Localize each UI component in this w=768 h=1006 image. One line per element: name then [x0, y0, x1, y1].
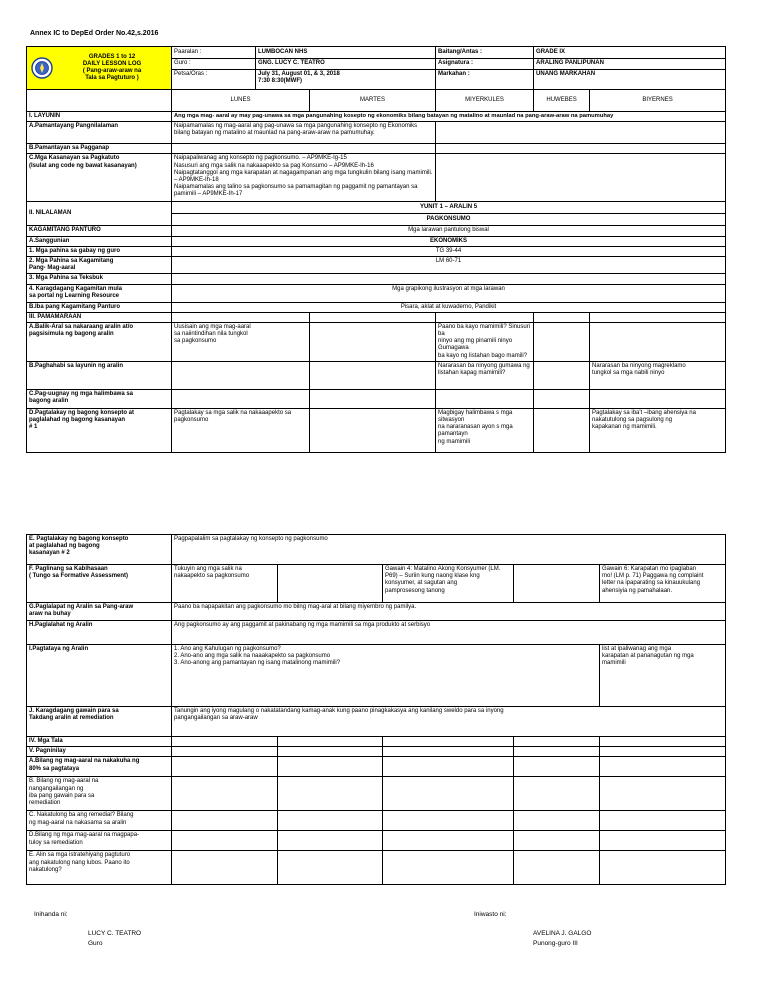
reflection-a-huwebes	[514, 757, 600, 777]
paaralan-label: Paaralan :	[172, 47, 256, 59]
reflection-e-label: E. Alin sa mga istratehiyang pagtuturo ang nakatulong nang lubos. Paano ito nakatulong?	[27, 851, 172, 885]
pagtalakay-1-huwebes	[534, 408, 590, 452]
asignatura-label: Asignatura :	[436, 59, 534, 70]
pagninilay-martes	[278, 747, 383, 757]
balik-aral-martes	[310, 322, 436, 361]
asignatura-value: ARALING PANLIPUNAN	[534, 59, 726, 70]
reflection-c-biyernes	[600, 811, 726, 831]
paglinang-miyerkules: Gawain 4: Matalino Akong Konsyumer (LM. P69) – Suriin kung naong klase kng konsyumer, at sagutan ang pamprosesong tanong	[383, 565, 514, 603]
paaralan-value: LUMBOCAN NHS	[256, 47, 436, 59]
day-header-biyernes: BIYERNES	[590, 90, 726, 112]
iniwasto-name: AVELINA J. GALGO	[533, 930, 592, 937]
paglalapat-label: G.Paglalapat ng Aralin sa Pang-araw araw na buhay	[27, 603, 172, 621]
pagtalakay-1-martes	[310, 408, 436, 452]
kagamitang-mag-aaral-text: LM 60-71	[172, 256, 726, 273]
guro-label: Guro :	[172, 59, 256, 70]
pagninilay-huwebes	[514, 747, 600, 757]
kagamitang-panturo-text: Mga larawan pantulong biswal	[172, 226, 726, 236]
iniwasto-label: Iniwasto ni:	[474, 911, 507, 918]
reflection-d-miyerkules	[383, 831, 514, 851]
pag-uugnay-huwebes	[534, 389, 590, 408]
teksbuk-text	[172, 274, 726, 284]
reflection-b-lunes	[172, 777, 278, 811]
kasanayan-text: Naipapaliwanag ang konsepto ng pagkonsumo. – AP9MKE-Ig-15 Nasusuri ang mga salik na nakaaapekto sa pag Konsumo – AP9MKE-Ih-16 Naipagtatanggol ang mga karapatan at nagagampanan ang mga tungkulin bilang isang mamimili. – AP9MKE-Ih-18 Naipamamalas ang talino sa pagkonsumo sa pamamagitan ng paggamit ng pamantayan sa pamimili – AP9MKE-Ih-17	[172, 154, 436, 202]
paghahabi-martes	[310, 361, 436, 389]
paglalapat-text: Paano ba napapakitan ang pagkonsumo mo bilng mag-aral at bilang miyembro ng pamilya.	[172, 603, 726, 621]
annex-title: Annex IC to DepEd Order No.42,s.2016	[30, 30, 159, 37]
pamantayang-pangnilalaman-label: A.Pamantayang Pangnilalaman	[27, 122, 172, 144]
reflection-b-martes	[278, 777, 383, 811]
gabay-guro-label: 1. Mga pahina sa gabay ng guro	[27, 246, 172, 256]
pagninilay-biyernes	[600, 747, 726, 757]
learning-resource-label: 4. Karagdagang Kagamitan mula sa portal ng Learning Resource	[27, 284, 172, 302]
balik-aral-miyerkules: Paano ba kayo mamimili? Sinusuri ba ninyo ang mg pinamili ninyo Gumagawa ba kayo ng listahan bago mamili?	[436, 322, 534, 361]
sanggunian-text: EKONOMIKS	[172, 236, 726, 246]
reflection-d-label: D.Bilang ng mga mag-aaral na magpapa- tuloy sa remediation	[27, 831, 172, 851]
pagtalakay-1-label: D.Pagtalakay ng bagong konsepto at paglalahad ng bagong kasanayan # 1	[27, 408, 172, 452]
pamamaraan-huwebes	[534, 312, 590, 322]
reflection-b-label: B. Bilang ng mag-aaral na nangangailangan ng iba pang gawain para sa remediation	[27, 777, 172, 811]
mga-tala-huwebes	[514, 737, 600, 747]
paglinang-huwebes	[514, 565, 600, 603]
reflection-e-miyerkules	[383, 851, 514, 885]
paghahabi-biyernes: Nararasan ba ninyong magreklamo tungkol sa mga nabili ninyo	[590, 361, 726, 389]
layunin-text: Ang mga mag- aaral ay may pag-unawa sa mga pangunahing kosepto ng ekonomiks bilang batayan ng matalino at maunlad na pang-araw-araw na pamumuhay	[172, 112, 726, 122]
reflection-a-lunes	[172, 757, 278, 777]
pamantayang-pangnilalaman-text: Naipamamalas ng mag-aaral ang pag-unawa sa mga pangunahing konsepto ng Ekonomiks bilang batayan ng matalino at maunlad na pang-araw-araw na pamumuhay.	[172, 122, 436, 144]
balik-aral-huwebes	[534, 322, 590, 361]
kasanayan-label: C.Mga Kasanayan sa Pagkatuto (Isulat ang code ng bawat kasanayan)	[27, 154, 172, 202]
mga-tala-miyerkules	[383, 737, 514, 747]
pagtalakay-2-text: Pagpapalalim sa pagtalakay ng konsepto ng pagkonsumo	[172, 535, 726, 565]
day-header-martes: MARTES	[310, 90, 436, 112]
pagtataya-label: I.Pagtataya ng Aralin	[27, 645, 172, 707]
lesson-log-table-1	[26, 46, 726, 453]
mga-tala-lunes	[172, 737, 278, 747]
reflection-b-miyerkules	[383, 777, 514, 811]
pamantayan-pagganap-label: B.Pamantayan sa Pagganap	[27, 144, 172, 154]
pagkonsumo-text: PAGKONSUMO	[172, 214, 726, 226]
day-header-miyerkules: MIYERKULES	[436, 90, 534, 112]
inihanda-label: Inihanda ni:	[34, 911, 68, 918]
reflection-d-huwebes	[514, 831, 600, 851]
iba-pang-kagamitan-label: B.Iba pang Kagamitang Panturo	[27, 302, 172, 312]
reflection-e-martes	[278, 851, 383, 885]
yunit-text: YUNIT 1 – ARALIN 5	[172, 202, 726, 214]
paglinang-biyernes: Gawain 6: Karapatan mo ipaglaban mo! (LM p. 71) Paggawa ng complaint letter na ipaparating sa kinauukulang ahensiyia ng pamahalaan.	[600, 565, 726, 603]
pagninilay-miyerkules	[383, 747, 514, 757]
paglalahat-text: Ang pagkonsumo ay ang paggamit at pakinabang ng mga mamimili sa mga produkto at serbisyo	[172, 621, 726, 645]
paglinang-label: F. Paglinang sa Kabihasaan ( Tungo sa Formative Assessment)	[27, 565, 172, 603]
pamantayang-pangnilalaman-empty	[436, 122, 726, 144]
reflection-a-miyerkules	[383, 757, 514, 777]
header-logo-cell	[27, 47, 172, 90]
mga-tala-martes	[278, 737, 383, 747]
teksbuk-label: 3. Mga Pahina sa Teksbuk	[27, 274, 172, 284]
takdang-aralin-label: J. Karagdagang gawain para sa Takdang aralin at remediation	[27, 707, 172, 737]
pagtalakay-2-label: E. Pagtalakay ng bagong konsepto at paglalahad ng bagong kasanayan # 2	[27, 535, 172, 565]
reflection-c-label: C. Nakatulong ba ang remedial? Bilang ng mag-aaral na nakasama sa aralin	[27, 811, 172, 831]
inihanda-name: LUCY C. TEATRO	[88, 930, 142, 937]
pamantayan-pagganap-text	[172, 144, 436, 154]
iba-pang-kagamitan-text: Pisara, aklat at kuwaderno, Pandikit	[172, 302, 726, 312]
pagtalakay-1-biyernes: Pagtalakay sa iba't –ibang ahensiya na nakatutulong sa pagsulong ng kapakanan ng mamimili.	[590, 408, 726, 452]
pamamaraan-martes	[310, 312, 436, 322]
reflection-d-martes	[278, 831, 383, 851]
reflection-c-martes	[278, 811, 383, 831]
petsa-label: Petsa/Oras :	[172, 70, 256, 90]
deped-seal-icon	[31, 57, 53, 79]
reflection-c-miyerkules	[383, 811, 514, 831]
reflection-e-biyernes	[600, 851, 726, 885]
mga-tala-label: IV. Mga Tala	[27, 737, 172, 747]
pagninilay-label: V. Pagninilay	[27, 747, 172, 757]
reflection-a-label: A.Bilang ng mag-aaral na nakakuha ng 80% sa pagtataya	[27, 757, 172, 777]
reflection-b-biyernes	[600, 777, 726, 811]
reflection-e-huwebes	[514, 851, 600, 885]
reflection-e-lunes	[172, 851, 278, 885]
pamantayan-pagganap-empty	[436, 144, 726, 154]
pag-uugnay-miyerkules	[436, 389, 534, 408]
pagtataya-text: 1. Ano ang Kahulugan ng pagkonsumo? 2. Ano-ano ang mga salik na naaakapekto sa pagkonsumo 3. Ano-anong ang pamantayan ng isang matalinong mamimili?	[172, 645, 600, 707]
takdang-aralin-text: Tanungin ang iyong magulang o nakatatandang kamag-anak kung paano pinagkakasya ang kanilang sweldo para sa inyong pangangailangan sa araw-araw	[172, 707, 726, 737]
gabay-guro-text: TG 39-44	[172, 246, 726, 256]
layunin-label: I. LAYUNIN	[27, 112, 172, 122]
inihanda-role: Guro	[88, 940, 103, 947]
reflection-c-huwebes	[514, 811, 600, 831]
pagtataya-biyernes: list at ipaliwanag ang mga karapatan at pananagutan ng mga mamimili	[600, 645, 726, 707]
balik-aral-biyernes	[590, 322, 726, 361]
reflection-b-huwebes	[514, 777, 600, 811]
iniwasto-role: Punong-guro III	[533, 940, 578, 947]
kagamitang-mag-aaral-label: 2. Mga Pahina sa Kagamitang Pang- Mag-aaral	[27, 256, 172, 273]
markahan-value: UNANG MARKAHAN	[534, 70, 726, 90]
pag-uugnay-label: C.Pag-uugnay ng mga halimbawa sa bagong aralin	[27, 389, 172, 408]
baitang-label: Baitang/Antas :	[436, 47, 534, 59]
pagninilay-lunes	[172, 747, 278, 757]
pagtalakay-1-miyerkules: Magbigay halimbawa s mga sitwasyon na nararanasan ayon s mga pamantayn ng mamimili	[436, 408, 534, 452]
paghahabi-huwebes	[534, 361, 590, 389]
log-title: GRADES 1 to 12 DAILY LESSON LOG ( Pang-araw-araw na Tala sa Pagtuturo )	[82, 53, 142, 82]
day-header-blank	[27, 90, 172, 112]
pamamaraan-lunes	[172, 312, 310, 322]
baitang-value: GRADE IX	[534, 47, 726, 59]
paglalahat-label: H.Paglalahat ng Aralin	[27, 621, 172, 645]
pamamaraan-miyerkules	[436, 312, 534, 322]
pamamaraan-biyernes	[590, 312, 726, 322]
reflection-d-lunes	[172, 831, 278, 851]
reflection-a-biyernes	[600, 757, 726, 777]
paghahabi-miyerkules: Nararasan ba ninyong gumawa ng listahan kapag mamimili?	[436, 361, 534, 389]
paghahabi-lunes	[172, 361, 310, 389]
pamamaraan-label: III. PAMAMARAAN	[27, 312, 172, 322]
guro-value: GNG. LUCY C. TEATRO	[256, 59, 436, 70]
pag-uugnay-martes	[310, 389, 436, 408]
reflection-a-martes	[278, 757, 383, 777]
balik-aral-lunes: Uusisain ang mga mag-aaral sa naiintindihan nila tungkol sa pagkonsumo	[172, 322, 310, 361]
nilalaman-label: II. NILALAMAN	[27, 202, 172, 226]
paglinang-martes	[278, 565, 383, 603]
balik-aral-label: A.Balik-Aral sa nakaraang aralin at/o pagsisimula ng bagong aralin	[27, 322, 172, 361]
learning-resource-text: Mga grapikong ilustrasyon at mga larawan	[172, 284, 726, 302]
lesson-log-table-2	[26, 534, 726, 885]
reflection-c-lunes	[172, 811, 278, 831]
pagtalakay-1-lunes: Pagtalakay sa mga salik na nakaaapekto sa pagkonsumo	[172, 408, 310, 452]
pag-uugnay-biyernes	[590, 389, 726, 408]
markahan-label: Markahan :	[436, 70, 534, 90]
sanggunian-label: A.Sanggunian	[27, 236, 172, 246]
kagamitang-panturo-label: KAGAMITANG PANTURO	[27, 226, 172, 236]
mga-tala-biyernes	[600, 737, 726, 747]
day-header-huwebes: HUWEBES	[534, 90, 590, 112]
paghahabi-label: B.Paghahabi sa layunin ng aralin	[27, 361, 172, 389]
pag-uugnay-lunes	[172, 389, 310, 408]
petsa-value: July 31, August 01, & 3, 2018 7:30 8:30(MWF)	[256, 70, 436, 90]
reflection-d-biyernes	[600, 831, 726, 851]
kasanayan-empty	[436, 154, 726, 202]
paglinang-lunes: Tukuyin ang mga salik na nakaapekto sa pagkonsumo	[172, 565, 278, 603]
day-header-lunes: LUNES	[172, 90, 310, 112]
